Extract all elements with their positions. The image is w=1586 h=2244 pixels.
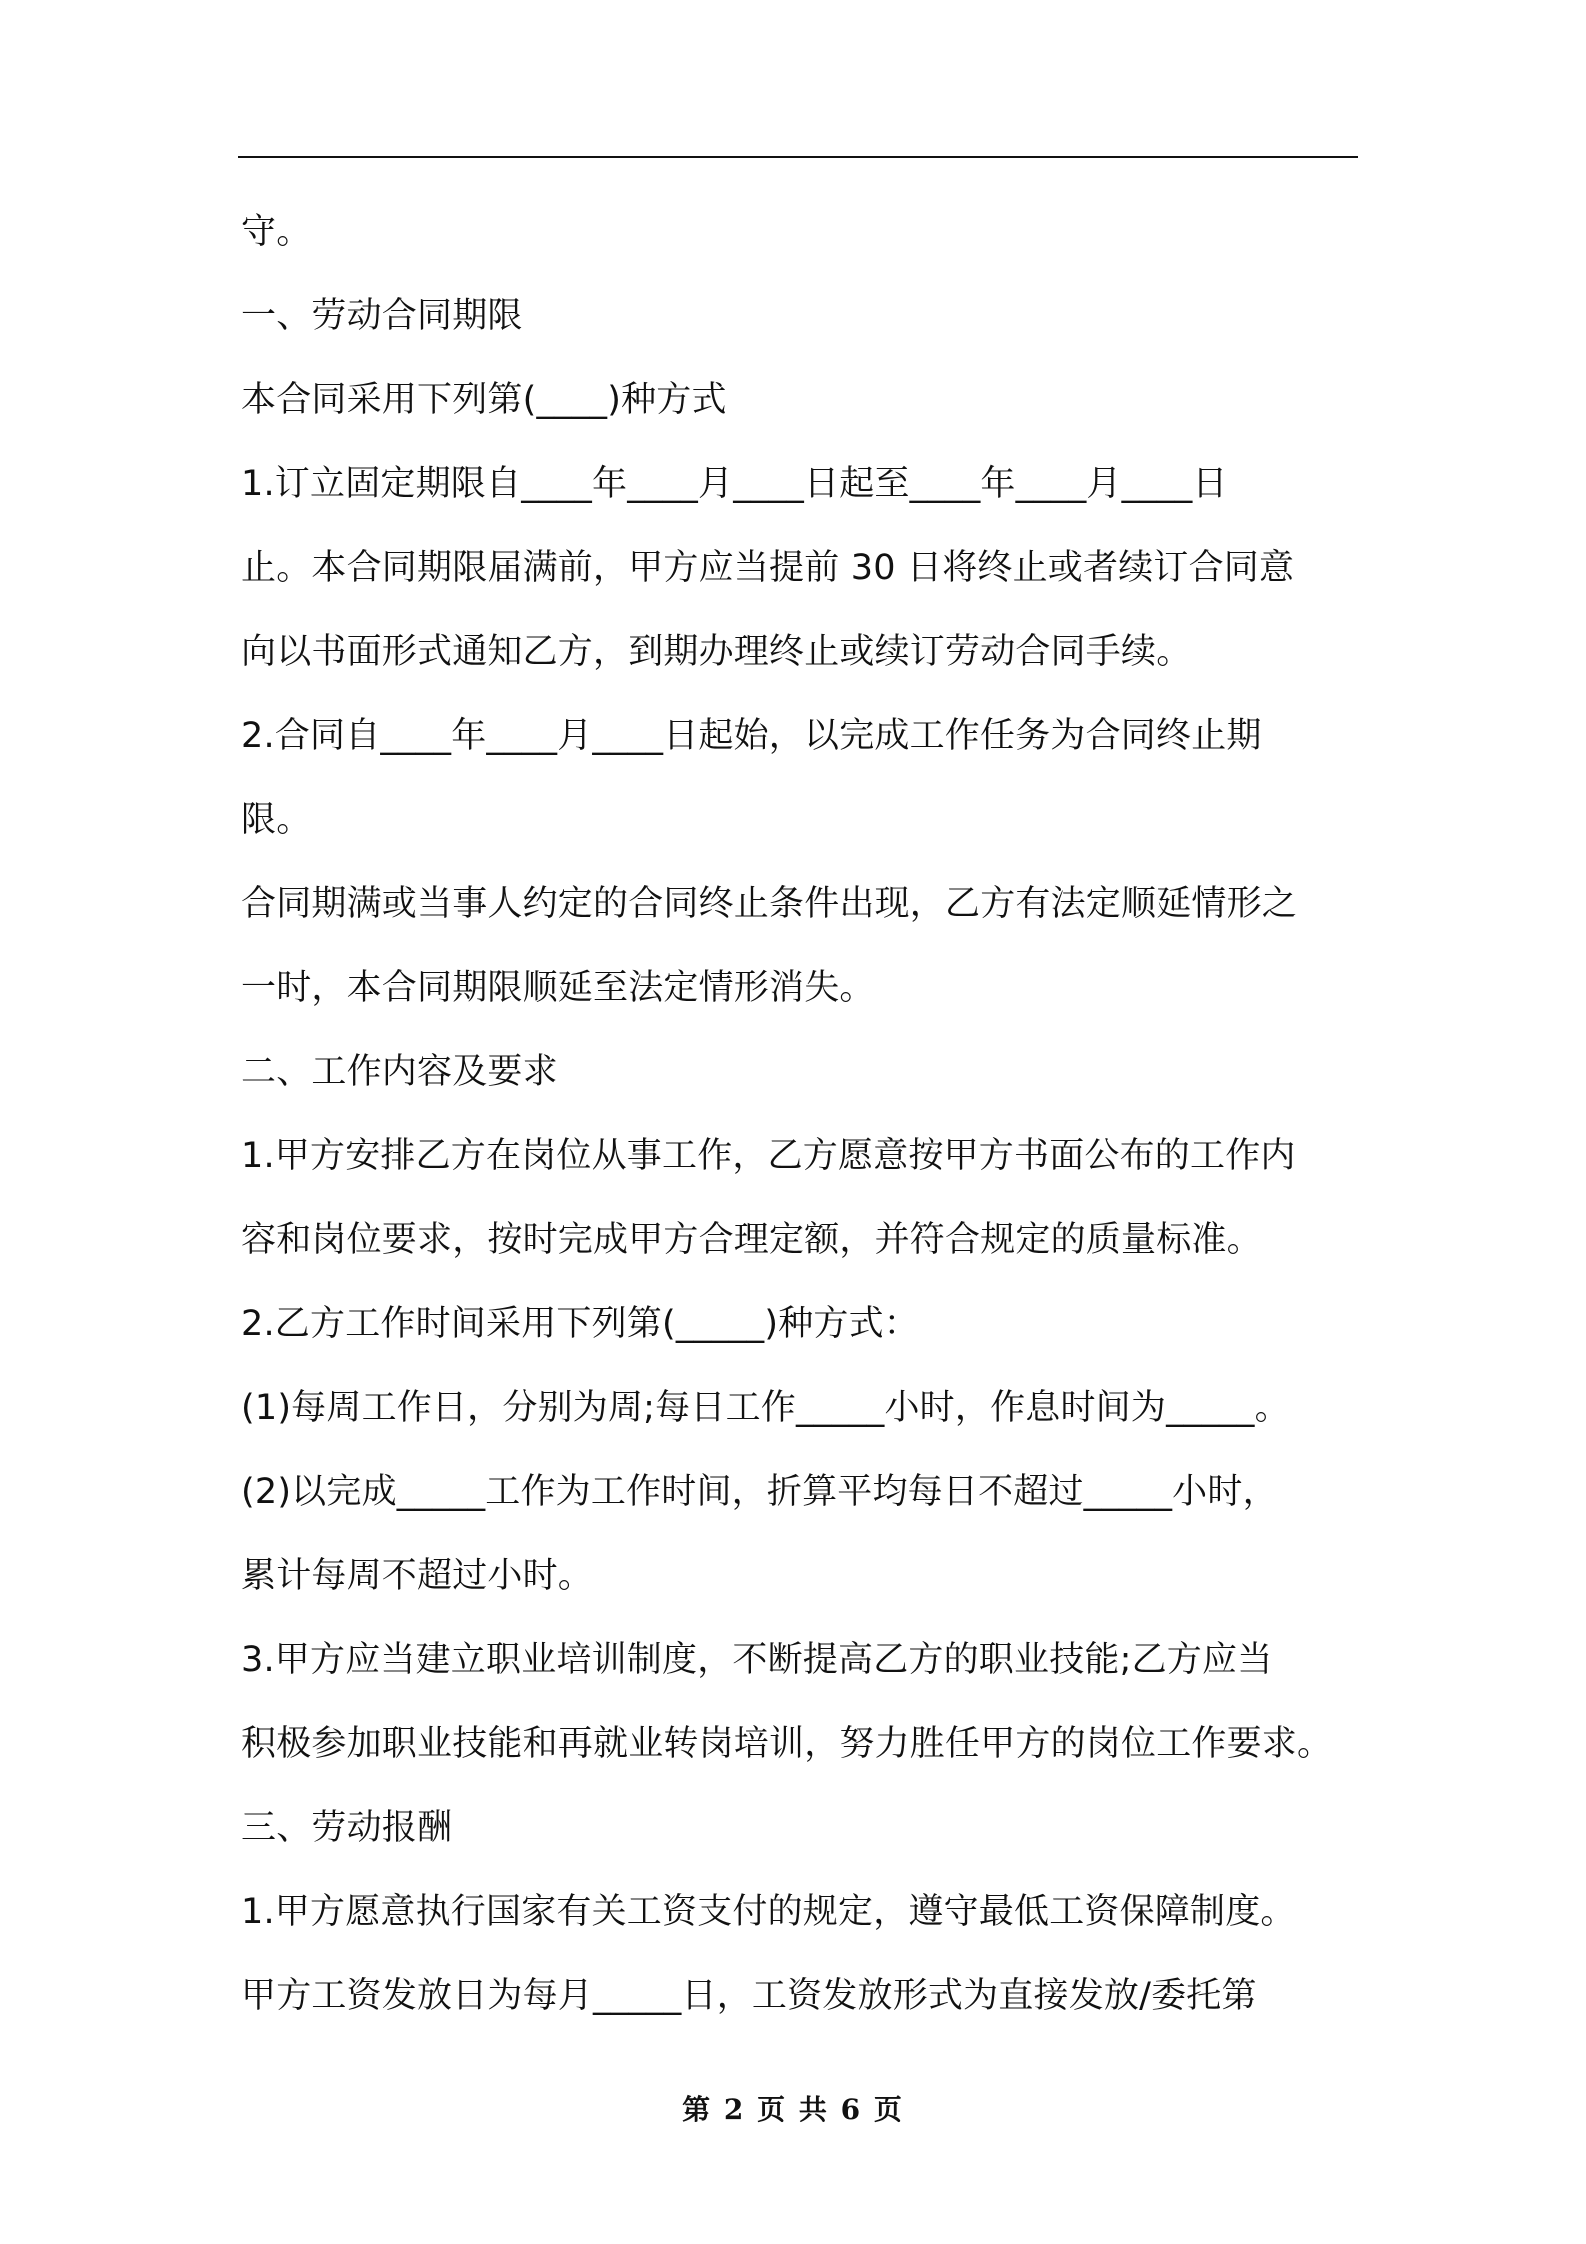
page-number-footer: 第 2 页 共 6 页: [682, 2093, 904, 2126]
text-line: 3.甲方应当建立职业培训制度，不断提高乙方的职业技能;乙方应当: [241, 1640, 1273, 1680]
text-line: 1.甲方安排乙方在岗位从事工作，乙方愿意按甲方书面公布的工作内: [241, 1136, 1296, 1176]
text-line: 2.乙方工作时间采用下列第(_____)种方式：: [241, 1304, 920, 1344]
header-rule: [238, 156, 1358, 158]
text-line: 容和岗位要求，按时完成甲方合理定额，并符合规定的质量标准。: [241, 1220, 1262, 1260]
text-line: 止。本合同期限届满前，甲方应当提前 30 日将终止或者续订合同意: [241, 548, 1295, 588]
text-line: 1.订立固定期限自____年____月____日起至____年____月____日: [241, 464, 1228, 504]
text-line: 甲方工资发放日为每月_____日，工资发放形式为直接发放/委托第: [241, 1976, 1257, 2016]
text-line: 本合同采用下列第(____)种方式: [241, 380, 727, 420]
document-body: [241, 190, 1386, 2038]
text-line: 一时，本合同期限顺延至法定情形消失。: [241, 968, 875, 1008]
text-line: 1.甲方愿意执行国家有关工资支付的规定，遵守最低工资保障制度。: [241, 1892, 1296, 1932]
text-line: 合同期满或当事人约定的合同终止条件出现，乙方有法定顺延情形之: [241, 884, 1298, 924]
section-heading: 二、工作内容及要求: [241, 1052, 558, 1092]
text-line: 向以书面形式通知乙方，到期办理终止或续订劳动合同手续。: [241, 632, 1192, 672]
section-heading: 三、劳动报酬: [241, 1808, 453, 1848]
text-line: 积极参加职业技能和再就业转岗培训，努力胜任甲方的岗位工作要求。: [241, 1724, 1333, 1764]
text-line: 2.合同自____年____月____日起始，以完成工作任务为合同终止期: [241, 716, 1262, 756]
section-heading: 一、劳动合同期限: [241, 296, 523, 336]
text-line: (1)每周工作日，分别为周;每日工作_____小时，作息时间为_____。: [241, 1388, 1290, 1428]
text-line: 守。: [241, 212, 312, 252]
text-line: 限。: [241, 800, 312, 840]
text-line: (2)以完成_____工作为工作时间，折算平均每日不超过_____小时，: [241, 1472, 1278, 1512]
text-line: 累计每周不超过小时。: [241, 1556, 594, 1596]
